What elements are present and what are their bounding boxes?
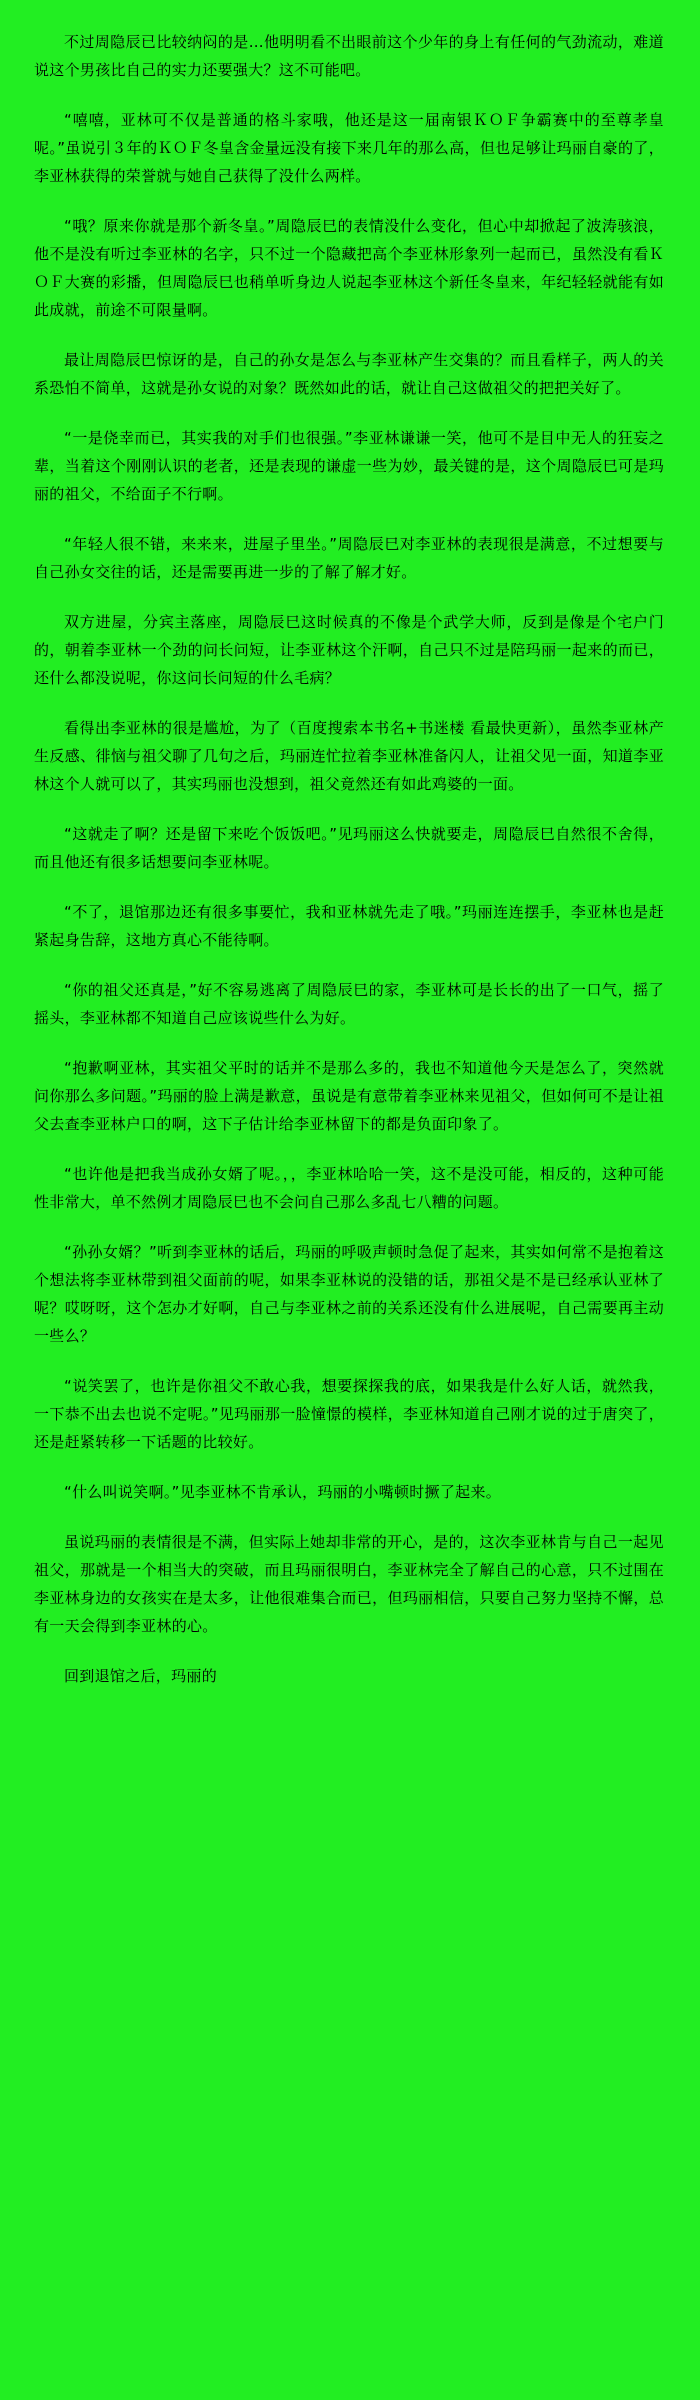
paragraph: 不过周隐辰已比较纳闷的是…他明明看不出眼前这个少年的身上有任何的气劲流动，难道说这个男孩比自己的实力还要强大？这不可能吧。 <box>34 33 664 79</box>
paragraph: “哦？原来你就是那个新冬皇。”周隐辰巳的表情没什么变化，但心中却掀起了波涛骇浪，他不是没有听过李亚林的名字，只不过一个隐藏把高个李亚林形象列一起而已，虽然没有看ＫＯＦ大赛的彩播，但周隐辰巳也稍单听身边人说起李亚林这个新任冬皇来，年纪轻轻就能有如此成就，前途不可限量啊。 <box>34 217 664 319</box>
paragraph: “年轻人很不错，来来来，进屋子里坐。”周隐辰巳对李亚林的表现很是满意，不过想要与自己孙女交往的话，还是需要再进一步的了解了解才好。 <box>34 535 664 581</box>
paragraph: 双方进屋，分宾主落座，周隐辰巳这时候真的不像是个武学大师，反到是像是个宅户门的，朝着李亚林一个劲的问长问短，让李亚林这个汗啊，自己只不过是陪玛丽一起来的而已，还什么都没说呢，你这问长问短的什么毛病？ <box>34 613 664 687</box>
paragraph: “嘻嘻，亚林可不仅是普通的格斗家哦，他还是这一届南银ＫＯＦ争霸赛中的至尊孝皇呢。”虽说引３年的ＫＯＦ冬皇含金量远没有接下来几年的那么高，但也足够让玛丽自豪的了，李亚林获得的荣誉就与她自己获得了没什么两样。 <box>34 111 664 185</box>
paragraph: “孙孙女婿？”听到李亚林的话后，玛丽的呼吸声顿时急促了起来，其实如何常不是抱着这个想法将李亚林带到祖父面前的呢，如果李亚林说的没错的话，那祖父是不是已经承认亚林了呢？哎呀呀，这个怎办才好啊，自己与李亚林之前的关系还没有什么进展呢，自己需要再主动一些么？ <box>34 1243 664 1345</box>
paragraph: “说笑罢了，也许是你祖父不敢心我，想要探探我的底，如果我是什么好人话，就然我，一下恭不出去也说不定呢。”见玛丽那一脸憧憬的模样，李亚林知道自己刚才说的过于唐突了，还是赶紧转移一下话题的比较好。 <box>34 1377 664 1451</box>
paragraph: “抱歉啊亚林，其实祖父平时的话并不是那么多的，我也不知道他今天是怎么了，突然就问你那么多问题。”玛丽的脸上满是歉意，虽说是有意带着李亚林来见祖父，但如何可不是让祖父去查李亚林户口的啊，这下子估计给李亚林留下的都是负面印象了。 <box>34 1059 664 1133</box>
paragraph: 回到退馆之后，玛丽的 <box>64 1667 218 1685</box>
paragraph: “一是侥幸而已，其实我的对手们也很强。”李亚林谦谦一笑，他可不是目中无人的狂妄之辈，当着这个刚刚认识的老者，还是表现的谦虚一些为妙，最关键的是，这个周隐辰巳可是玛丽的祖父，不给面子不行啊。 <box>34 429 664 503</box>
paragraph: “这就走了啊？还是留下来吃个饭饭吧。”见玛丽这么快就要走，周隐辰巳自然很不舍得，而且他还有很多话想要问李亚林呢。 <box>34 825 664 871</box>
paragraph-list <box>34 28 664 1690</box>
paragraph: “你的祖父还真是，”好不容易逃离了周隐辰巳的家，李亚林可是长长的出了一口气，摇了摇头，李亚林都不知道自己应该说些什么为好。 <box>34 981 664 1027</box>
paragraph: 虽说玛丽的表情很是不满，但实际上她却非常的开心，是的，这次李亚林肯与自己一起见祖父，那就是一个相当大的突破，而且玛丽很明白，李亚林完全了解自己的心意，只不过围在李亚林身边的女孩实在是太多，让他很难集合而已，但玛丽相信，只要自己努力坚持不懈，总有一天会得到李亚林的心。 <box>34 1533 664 1635</box>
paragraph: 最让周隐辰巴惊讶的是，自己的孙女是怎么与李亚林产生交集的？而且看样子，两人的关系恐怕不简单，这就是孙女说的对象？既然如此的话，就让自己这做祖父的把把关好了。 <box>34 351 664 397</box>
paragraph: “什么叫说笑啊。”见李亚林不肯承认，玛丽的小嘴顿时撅了起来。 <box>64 1483 502 1501</box>
paragraph: “也许他是把我当成孙女婿了呢。，，李亚林哈哈一笑，这不是没可能，相反的，这种可能性非常大，单不然例才周隐辰巳也不会问自己那么多乱七八糟的问题。 <box>34 1165 664 1211</box>
paragraph: 看得出李亚林的很是尴尬，为了（百度搜索本书名+书迷楼 看最快更新），虽然李亚林产生反感、徘恼与祖父聊了几句之后，玛丽连忙拉着李亚林准备闪人，让祖父见一面，知道李亚林这个人就可以了，其实玛丽也没想到，祖父竟然还有如此鸡婆的一面。 <box>34 719 664 793</box>
paragraph: “不了，退馆那边还有很多事要忙，我和亚林就先走了哦。”玛丽连连摆手，李亚林也是赶紧起身告辞，这地方真心不能待啊。 <box>34 903 664 949</box>
